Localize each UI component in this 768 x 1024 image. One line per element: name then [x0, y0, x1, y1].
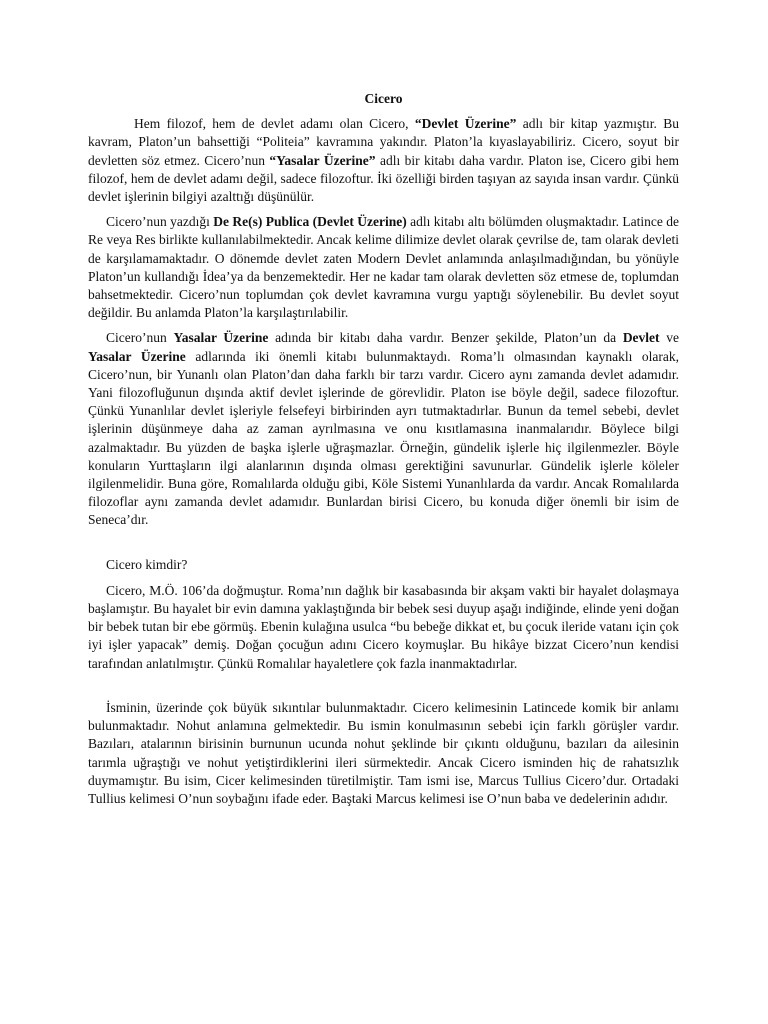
p3-bold-3: Yasalar Üzerine: [88, 348, 186, 364]
p1-text-2: adlı bir kitap yazmıştır. Bu kavram, Platon’un bahsettiği “Politeia” kavramına yakındır. Platon’la kıyaslayabiliriz. Cicero, soyut bir devletten söz etmez. Cicero’nun: [88, 116, 679, 168]
p3-bold-1: Yasalar Üzerine: [173, 330, 269, 346]
section-heading: Cicero kimdir?: [106, 556, 188, 572]
document-page: [88, 90, 679, 815]
p3-text-2: adında bir kitabı daha vardır. Benzer şekilde, Platon’un da: [268, 330, 623, 346]
p1-text-3: adlı bir kitabı daha vardır. Platon ise, Cicero gibi hem filozof, hem de devlet adamı değil, sadece filozoftur. İki özelliği birden taşıyan az sayıda insan vardır. Çünkü devlet işlerinin bilgiyi azalttığı düşünülür.: [88, 152, 680, 205]
p2-bold-1: De Re(s) Publica (Devlet Üzerine): [213, 214, 407, 230]
p1-bold-1: “Devlet Üzerine”: [414, 116, 517, 132]
p3-text-3: ve: [659, 330, 680, 346]
paragraph-2: [88, 213, 679, 322]
p2-text-2: adlı kitabı altı bölümden oluşmaktadır. Latince de Re veya Res birlikte kullanılabilmektedir. Ancak kelime dilimize devlet olarak çevrilse de, tam olarak devleti de karşılamamaktadır. O dönemde devlet zaten Modern Devlet anlamında anlaşılmadığından, bu yönüyle Platon’un kullandığı İdea’ya da benzemektedir. Her ne kadar tam olarak devletten söz etmese de, toplumdan bahsetmektedir. Cicero’nun toplumdan çok devlet kavramına vurgu yaptığı söylenebilir. Bu devlet soyut değildir. Bu anlamda Platon’la karşılaştırılabilir.: [88, 214, 680, 321]
p3-bold-2: Devlet: [622, 330, 660, 346]
p1-bold-2: “Yasalar Üzerine”: [269, 152, 376, 168]
p3-text-4: adlarında iki önemli kitabı bulunmaktaydı. Roma’lı olmasından kaynaklı olarak, Cicero’nun, bir Yunanlı olan Platon’dan daha farklı bir tarzı vardır. Cicero aynı zamanda devlet adamıdır. Yani filozofluğunun dışında aktif devlet işlerinde de görevlidir. Platon ise böyle değil, sadece filozoftur. Çünkü Yunanlılar devlet işleriyle felsefeyi birbirinden ayrı tutmaktadırlar. Bunun da temel sebebi, devlet işlerinin düşünmeye daha az zaman ayrılmasına ve onu kısıtlamasına inanmalarıdır. Böylece bilgi azalmaktadır. Bu yüzden de başka işlerle uğraşmazlar. Örneğin, gündelik işlerle hiç ilgilenmezler. Böyle konuların Yurttaşların ilgi alanlarının dışında olması gerektiğini savunurlar. Gündelik işlerle köleler ilgilenmelidir. Buna göre, Romalılarda olduğu gibi, Köle Sistemi Yunanlılarda da vardır. Ancak Romalılarda filozoflar aynı zamanda devlet adamıdır. Bunlardan birisi Cicero, bu konuda diğer önemli bir isim de Seneca’dır.: [88, 348, 679, 528]
p3-text-1: Cicero’nun: [106, 330, 174, 346]
paragraph-3: [88, 329, 679, 529]
paragraph-1: [88, 115, 679, 206]
paragraph-5: İsminin, üzerinde çok büyük sıkıntılar bulunmaktadır. Cicero kelimesinin Latincede komik bir anlamı bulunmaktadır. Nohut anlamına gelmektedir. Bu ismin konulmasının sebebi için farklı görüşler vardır. Bazıları, atalarının birisinin burnunun ucunda nohut şeklinde bir çıkıntı olduğunu, bazıları da ailesinin tarımla uğraştığı ve nohut yetiştirdiklerini ileri sürmektedir. Ancak Cicero isminden hiç de rahatsızlık duymamıştır. Bu isim, Cicer kelimesinden türetilmiştir. Tam ismi ise, Marcus Tullius Cicero’dur. Ortadaki Tullius kelimesi O’nun soybağını ifade eder. Baştaki Marcus kelimesi ise O’nun baba ve dedelerinin adıdır.: [88, 699, 679, 806]
p2-text-1: Cicero’nun yazdığı: [106, 214, 214, 230]
p1-text-1: Hem filozof, hem de devlet adamı olan Cicero,: [134, 116, 415, 132]
page-title: Cicero: [364, 91, 403, 106]
paragraph-4: Cicero, M.Ö. 106’da doğmuştur. Roma’nın dağlık bir kasabasında bir akşam vakti bir hayalet dolaşmaya başlamıştır. Bu hayalet bir evin damına yaklaştığında bir bebek sesi duyup aşağı indiğinde, elinde yeni doğan bir bebek tutan bir ebe görmüş. Ebenin kulağına usulca “bu bebeğe dikkat et, bu çocuk ileride vatanı için çok iyi işler yapacak” demiş. Doğan çocuğun adını Cicero koymuşlar. Bu hikâye bizzat Cicero’nun kendisi tarafından anlatılmıştır. Çünkü Romalılar hayaletlere çok fazla inanmaktadırlar.: [88, 582, 679, 671]
